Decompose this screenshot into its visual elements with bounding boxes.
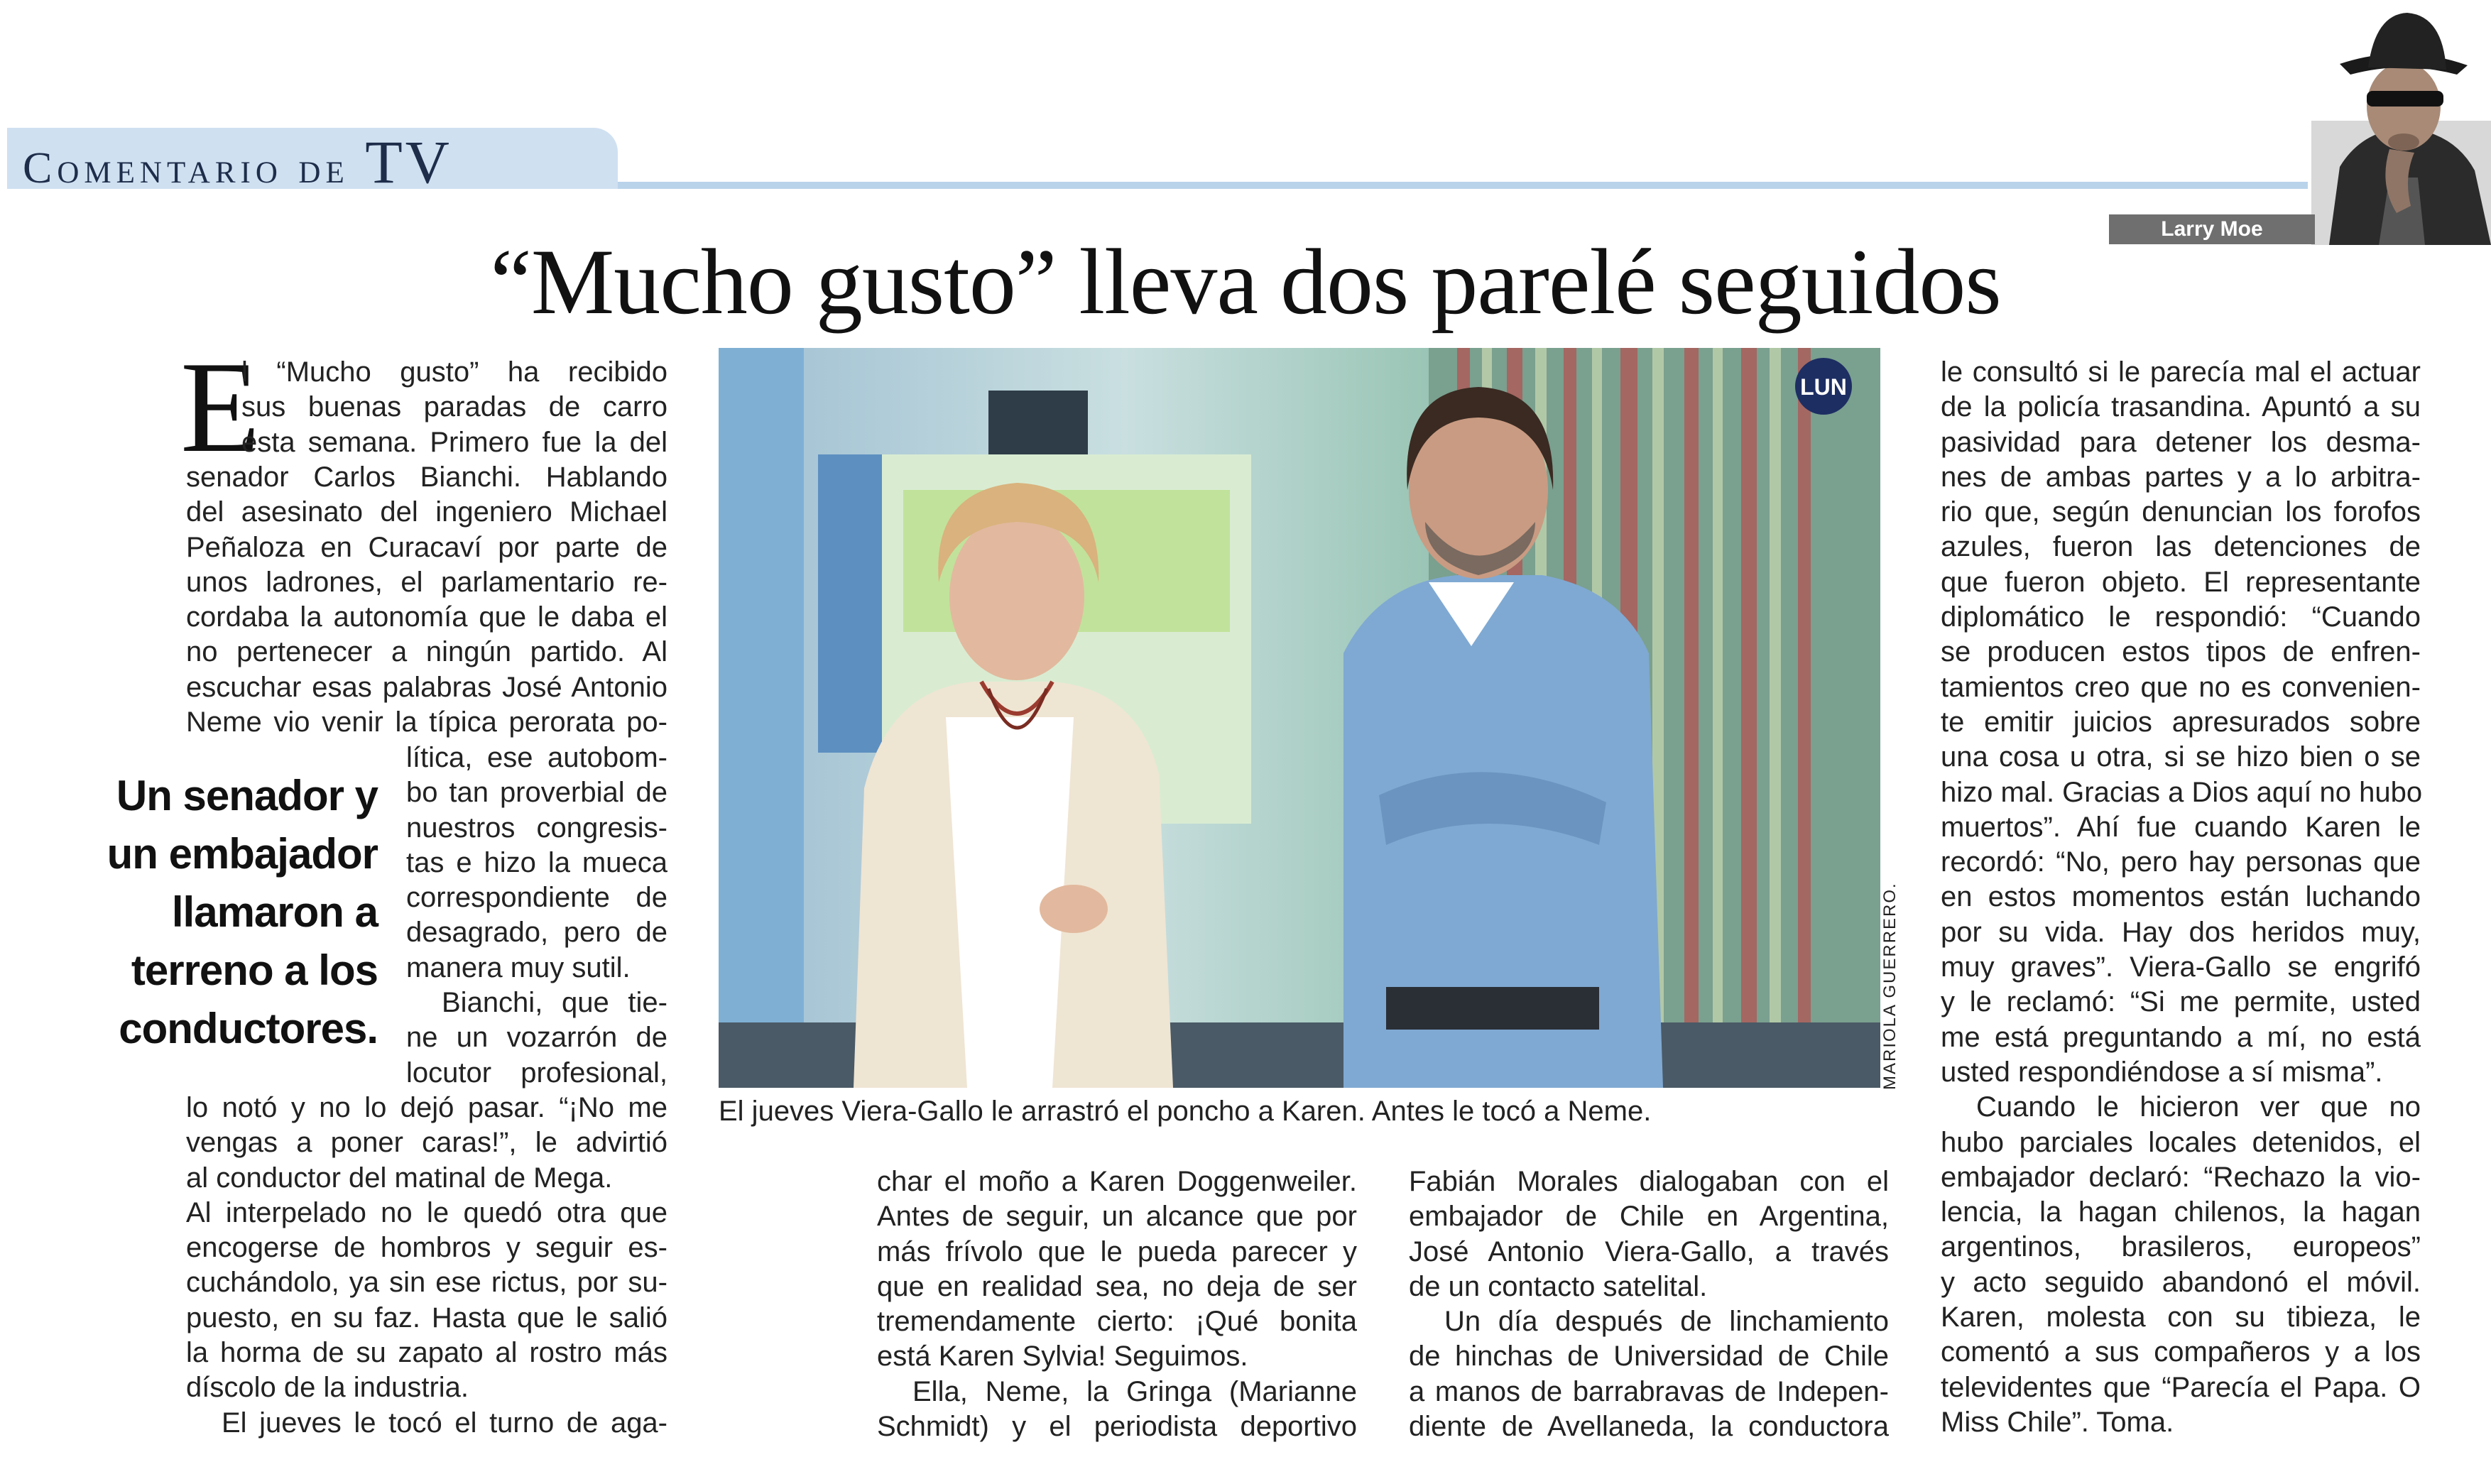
col4 (1941, 355, 2421, 1440)
text-line: del asesinato del ingeniero Michael (186, 496, 667, 528)
text-line: me está preguntando a mí, no está (1941, 1021, 2421, 1053)
text-line: lencia, la hagan chilenos, la hagan (1941, 1196, 2421, 1228)
text-line: bo tan proverbial de (406, 777, 667, 809)
text-line: le consultó si le parecía mal el actuar (1941, 356, 2421, 388)
text-line: hubo parciales locales detenidos, el (1941, 1126, 2421, 1158)
text-line: hizo mal. Gracias a Dios aquí no hubo (1941, 776, 2423, 808)
text-line: de la policía trasandina. Apuntó a su (1941, 391, 2421, 423)
text-line: Miss Chile”. Toma. (1941, 1406, 2174, 1438)
text-line: azules, fueron las detenciones de (1941, 531, 2421, 563)
pull-quote-line: un embajador (107, 830, 378, 878)
text-line: Schmidt) y el periodista deportivo (877, 1411, 1357, 1443)
section-title-word2: TV (365, 128, 452, 196)
col1-intro (241, 355, 667, 460)
col2 (877, 1164, 1357, 1444)
text-line: correspondiente de (406, 882, 667, 914)
text-line: al conductor del matinal de Mega. (186, 1162, 613, 1194)
text-line: lítica, ese autobom- (406, 742, 667, 773)
text-line: comentó a sus compañeros y a los (1941, 1336, 2421, 1368)
pull-quote-line: Un senador y (116, 772, 378, 819)
text-line: televidentes que “Parecía el Papa. O (1941, 1371, 2421, 1403)
text-line: senador Carlos Bianchi. Hablando (186, 462, 667, 493)
col1-narrow (406, 741, 667, 1091)
section-title-word1: Comentario de (23, 144, 349, 192)
text-line: nes de ambas partes y a lo arbitra- (1941, 461, 2421, 493)
text-line: cordaba la autonomía que le daba el (186, 601, 667, 633)
text-line: esta semana. Primero fue la del (241, 426, 667, 458)
text-line: Bianchi, que tie- (442, 987, 667, 1019)
text-line: que fueron objeto. El representante (1941, 566, 2421, 598)
text-line: muy graves”. Viera-Gallo se engrifó (1941, 951, 2421, 983)
text-line: encogerse de hombros y seguir es- (186, 1232, 667, 1264)
section-title (23, 128, 452, 196)
text-line: pasividad para detener los desma- (1941, 426, 2421, 458)
text-line: Fabián Morales dialogaban con el (1409, 1166, 1889, 1197)
text-line: diente de Avellaneda, la conductora (1409, 1411, 1889, 1443)
text-line: José Antonio Viera-Gallo, a través (1409, 1235, 1889, 1267)
text-line: más frívolo que le pueda parecer y (877, 1235, 1357, 1267)
photo-logo: LUN (1800, 374, 1847, 400)
text-line: Un día después de linchamiento (1444, 1306, 1889, 1338)
tv-set-photo (719, 348, 1880, 1088)
text-line: tremendamente cierto: ¡Qué bonita (877, 1306, 1357, 1338)
text-line: lo notó y no lo dejó pasar. “¡No me (186, 1092, 667, 1123)
text-line: char el moño a Karen Doggenweiler. (877, 1166, 1357, 1197)
columnist-photo (2311, 0, 2491, 245)
text-line: Al interpelado no le quedó otra que (186, 1196, 667, 1228)
pull-quote-line: terreno a los (131, 946, 378, 994)
headline: “Mucho gusto” lleva dos parelé seguidos (490, 229, 2001, 334)
text-line: locutor profesional, (406, 1057, 667, 1089)
text-line: Peñaloza en Curacaví por parte de (186, 531, 667, 563)
section-header (7, 128, 2308, 196)
text-line: sus buenas paradas de carro (241, 391, 667, 423)
text-line: embajador de Chile en Argentina, (1409, 1201, 1889, 1233)
text-line: díscolo de la industria. (186, 1372, 469, 1404)
text-line: y acto seguido abandonó el móvil. (1941, 1266, 2421, 1298)
text-line: unos ladrones, el parlamentario re- (186, 566, 667, 598)
text-line: escuchar esas palabras José Antonio (186, 671, 667, 703)
text-line: puesto, en su faz. Hasta que le salió (186, 1302, 667, 1333)
columnist-portrait (2311, 0, 2491, 245)
text-line: argentinos, brasileros, europeos” (1941, 1231, 2421, 1263)
col3 (1409, 1164, 1889, 1444)
text-line: a manos de barrabravas de Indepen- (1409, 1375, 1889, 1407)
text-line: vengas a poner caras!”, le advirtió (186, 1127, 667, 1159)
text-line: l “Mucho gusto” ha recibido (241, 356, 667, 388)
col1-bottom (186, 1091, 667, 1441)
pull-quote-line: conductores. (119, 1005, 378, 1052)
text-line: Antes de seguir, un alcance que por (877, 1201, 1357, 1233)
text-line: embajador declaró: “Rechazo la vio- (1941, 1161, 2421, 1193)
text-line: muertos”. Ahí fue cuando Karen le (1941, 811, 2421, 843)
photo-caption: El jueves Viera-Gallo le arrastró el poncho a Karen. Antes le tocó a Neme. (719, 1096, 1652, 1127)
text-line: nuestros congresis- (406, 812, 667, 844)
columnist-name: Larry Moe (2161, 217, 2263, 241)
text-line: por su vida. Hay dos heridos muy, (1941, 916, 2421, 948)
text-line: una cosa u otra, si se hizo bien o se (1941, 741, 2421, 773)
text-line: la horma de su zapato al rostro más (186, 1337, 667, 1369)
text-line: y le reclamó: “Si me permite, usted (1941, 986, 2421, 1018)
text-line: Neme vio venir la típica perorata po- (186, 706, 667, 738)
text-line: no pertenecer a ningún partido. Al (186, 636, 667, 668)
text-line: desagrado, pero de (406, 917, 667, 949)
text-line: tas e hizo la mueca (406, 846, 667, 878)
text-line: Karen, molesta con su tibieza, le (1941, 1302, 2421, 1333)
text-line: en estos momentos están luchando (1941, 881, 2421, 913)
text-line: rio que, según denuncian los forofos (1941, 496, 2421, 528)
photo-credit: MARIOLA GUERRERO. (1880, 882, 1899, 1090)
text-line: de un contacto satelital. (1409, 1270, 1708, 1302)
text-line: tamientos creo que no es convenien- (1941, 671, 2421, 703)
text-line: se producen estos tipos de enfren- (1941, 636, 2421, 668)
text-line: manera muy sutil. (406, 951, 631, 983)
text-line: El jueves le tocó el turno de aga- (222, 1407, 667, 1439)
pull-quote (99, 767, 378, 1058)
article-photo (719, 348, 1880, 1088)
text-line: diplomático le respondió: “Cuando (1941, 601, 2421, 633)
text-line: Cuando le hicieron ver que no (1976, 1091, 2421, 1123)
text-line: de hinchas de Universidad de Chile (1409, 1341, 1889, 1373)
text-line: usted respondiéndose a sí misma”. (1941, 1056, 2383, 1088)
text-line: ne un vozarrón de (406, 1022, 667, 1054)
text-line: recordó: “No, pero hay personas que (1941, 846, 2421, 878)
text-line: cuchándolo, ya sin ese rictus, por su- (186, 1267, 667, 1299)
dropcap: E (180, 334, 261, 479)
pull-quote-line: llamaron a (171, 888, 378, 936)
col1-full (186, 460, 667, 740)
text-line: está Karen Sylvia! Seguimos. (877, 1341, 1248, 1373)
text-line: Ella, Neme, la Gringa (Marianne (912, 1375, 1357, 1407)
text-line: te emitir juicios apresurados sobre (1941, 706, 2421, 738)
text-line: que en realidad sea, no deja de ser (877, 1270, 1357, 1302)
